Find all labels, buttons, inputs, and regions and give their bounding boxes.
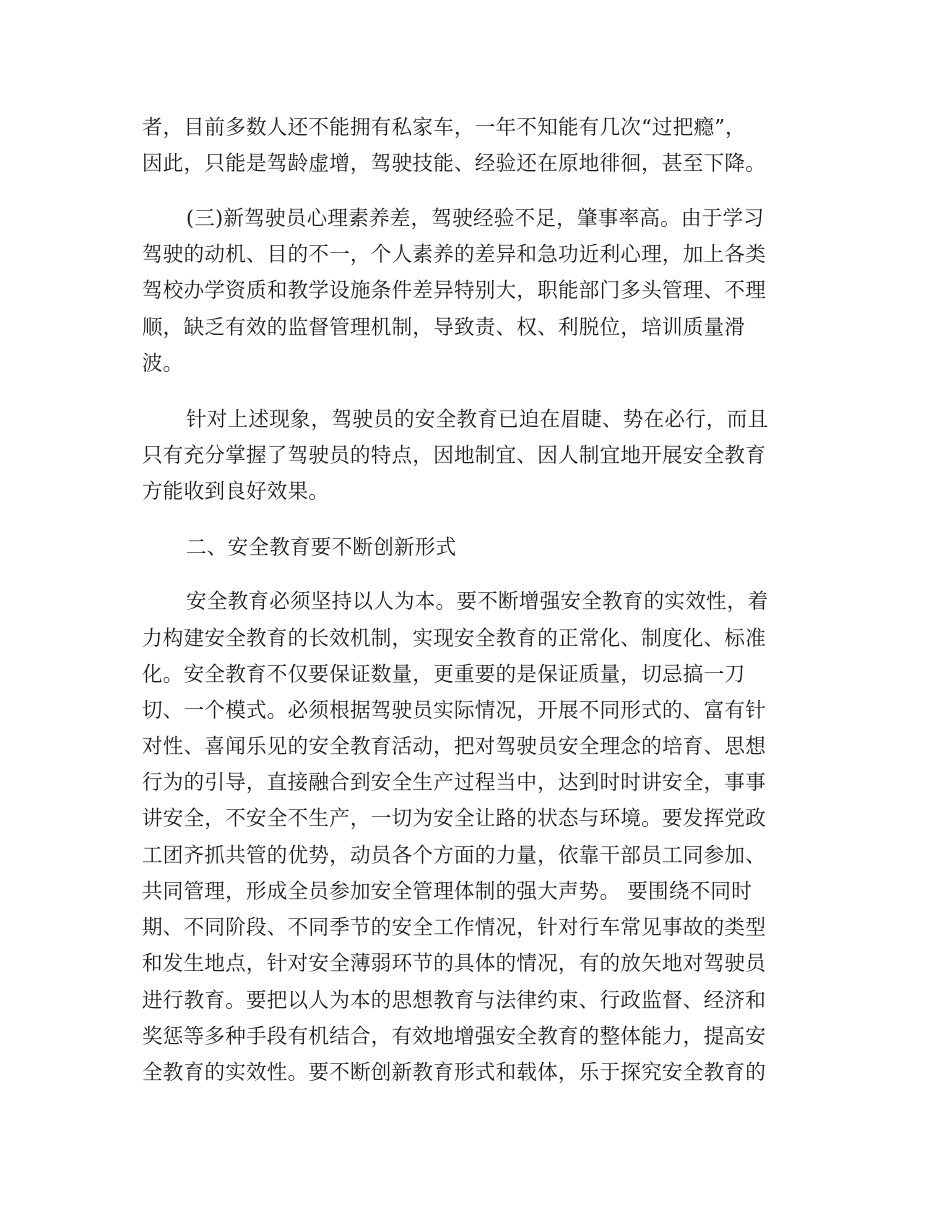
paragraph-first-line: (三)新驾驶员心理素养差，驾驶经验不足，肇事率高。由于学习 xyxy=(186,206,765,230)
text-line: 波。 xyxy=(142,351,184,375)
text-line: 全教育的实效性。要不断创新教育形式和载体，乐于探究安全教育的 xyxy=(142,1060,766,1084)
paragraph-first-line: 针对上述现象，驾驶员的安全教育已迫在眉睫、势在必行，而且 xyxy=(186,407,769,431)
text-line: 工团齐抓共管的优势，动员各个方面的力量，依靠干部员工同参加、 xyxy=(142,843,766,867)
section-heading: 二、安全教育要不断创新形式 xyxy=(186,535,457,559)
text-line: 驾驶的动机、目的不一，个人素养的差异和急功近利心理，加上各类 xyxy=(142,242,766,266)
text-line: 化。安全教育不仅要保证数量，更重要的是保证质量，切忌搞一刀 xyxy=(142,662,746,686)
text-line: 驾校办学资质和教学设施条件差异特别大，职能部门多头管理、不理 xyxy=(142,278,766,302)
text-line: 只有充分掌握了驾驶员的特点，因地制宜、因人制宜地开展安全教育 xyxy=(142,443,766,467)
text-line: 行为的引导，直接融合到安全生产过程当中，达到时时讲安全，事事 xyxy=(142,770,766,794)
text-line: 力构建安全教育的长效机制，实现安全教育的正常化、制度化、标准 xyxy=(142,626,766,650)
text-line: 期、不同阶段、不同季节的安全工作情况，针对行车常见事故的类型 xyxy=(142,915,766,939)
text-line: 进行教育。要把以人为本的思想教育与法律约束、行政监督、经济和 xyxy=(142,988,766,1012)
text-line: 共同管理，形成全员参加安全管理体制的强大声势。 要围绕不同时 xyxy=(142,879,753,903)
text-line: 讲安全，不安全不生产，一切为安全让路的状态与环境。要发挥党政 xyxy=(142,806,766,830)
text-line: 顺，缺乏有效的监督管理机制，导致责、权、利脱位，培训质量滑 xyxy=(142,315,746,339)
text-line: 对性、喜闻乐见的安全教育活动，把对驾驶员安全理念的培育、思想 xyxy=(142,734,766,758)
paragraph-first-line: 安全教育必须坚持以人为本。要不断增强安全教育的实效性，着 xyxy=(186,589,769,613)
text-line: 和发生地点，针对安全薄弱环节的具体的情况，有的放矢地对驾驶员 xyxy=(142,951,766,975)
text-line: 切、一个模式。必须根据驾驶员实际情况，开展不同形式的、富有针 xyxy=(142,698,766,722)
text-line: 者，目前多数人还不能拥有私家车，一年不知能有几次“过把瘾”， xyxy=(142,115,746,139)
text-line: 方能收到良好效果。 xyxy=(142,479,330,503)
text-line: 奖惩等多种手段有机结合，有效地增强安全教育的整体能力，提高安 xyxy=(142,1024,766,1048)
text-line: 因此，只能是驾龄虚增，驾驶技能、经验还在原地徘徊，甚至下降。 xyxy=(142,151,766,175)
